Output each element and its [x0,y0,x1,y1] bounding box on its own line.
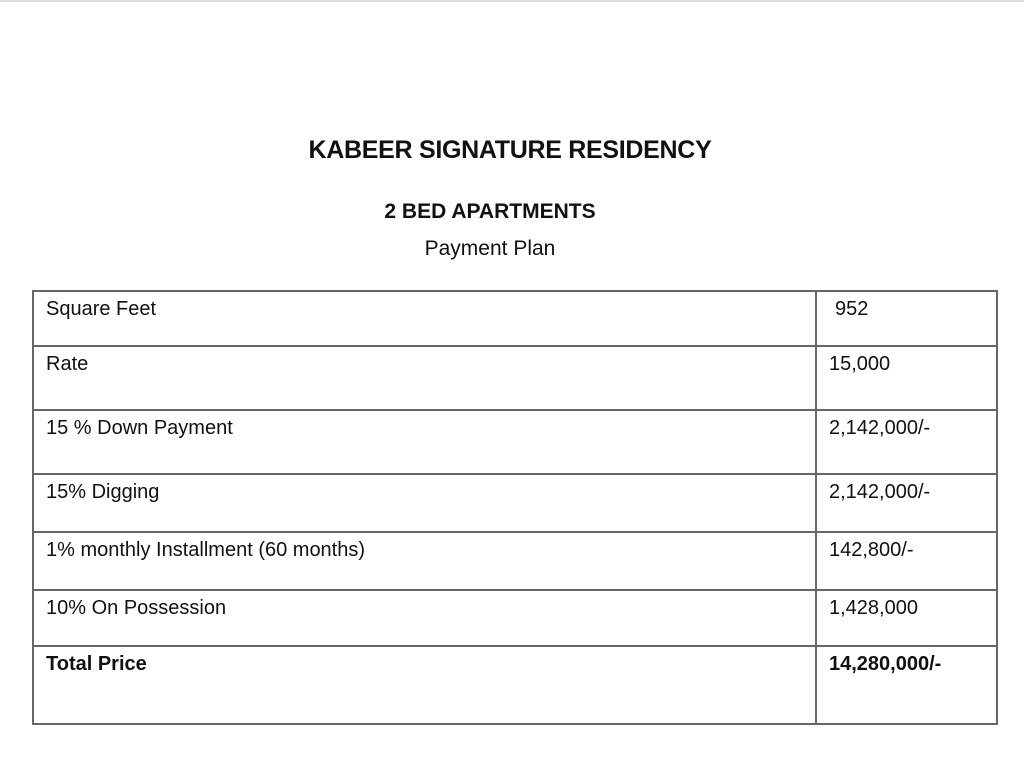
row-label: Rate [33,346,816,410]
total-label: Total Price [33,646,816,724]
row-value: 1,428,000 [816,590,997,646]
row-value: 952 [816,291,997,346]
top-border [0,0,1024,2]
table-row [33,346,997,410]
row-label: Square Feet [33,291,816,346]
row-label: 15 % Down Payment [33,410,816,474]
table-row [33,474,997,532]
table-row [33,590,997,646]
total-row [33,646,997,724]
row-value: 142,800/- [816,532,997,590]
row-label: 15% Digging [33,474,816,532]
total-value: 14,280,000/- [816,646,997,724]
row-label: 10% On Possession [33,590,816,646]
document-title: KABEER SIGNATURE RESIDENCY [308,136,712,164]
row-label: 1% monthly Installment (60 months) [33,532,816,590]
table-row [33,532,997,590]
payment-plan-table [32,290,998,725]
section-heading: Payment Plan [424,237,556,260]
table-row [33,410,997,474]
document-subtitle: 2 BED APARTMENTS [384,200,596,223]
row-value: 2,142,000/- [816,474,997,532]
row-value: 2,142,000/- [816,410,997,474]
row-value: 15,000 [816,346,997,410]
table-row [33,291,997,346]
